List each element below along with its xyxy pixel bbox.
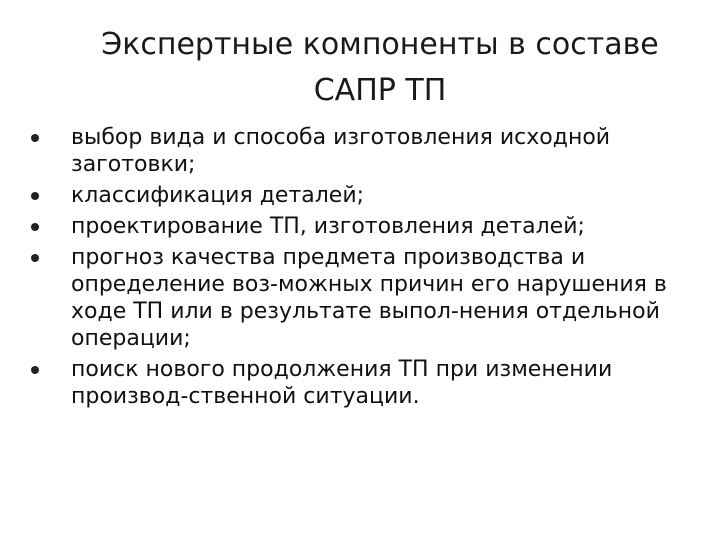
bullet-item [16,244,696,352]
slide-title [40,22,720,114]
bullet-dot-icon [31,192,39,200]
slide-title-line-2: САПР ТП [313,73,447,108]
bullet-dot-icon [31,223,39,231]
slide-title-line-1: Экспертные компоненты в составе [101,27,659,62]
bullet-dot-icon [31,134,39,142]
bullet-text: классификация деталей; [71,183,365,208]
bullet-dot-icon [31,366,39,374]
bullet-text: поиск нового продолжения ТП при изменении производ-ственной ситуации. [71,357,613,409]
bullet-item [16,213,696,240]
bullet-text: выбор вида и способа изготовления исходной заготовки; [71,125,611,177]
bullet-dot-icon [31,254,39,262]
bullet-item [16,182,696,209]
bullet-item [16,356,696,410]
bullet-item [16,124,696,178]
bullet-list [16,124,696,414]
bullet-text: прогноз качества предмета производства и определение воз-можных причин его нарушения в ходе ТП или в результате выпол-нения отдельной операции; [71,245,667,351]
bullet-text: проектирование ТП, изготовления деталей; [71,214,585,239]
